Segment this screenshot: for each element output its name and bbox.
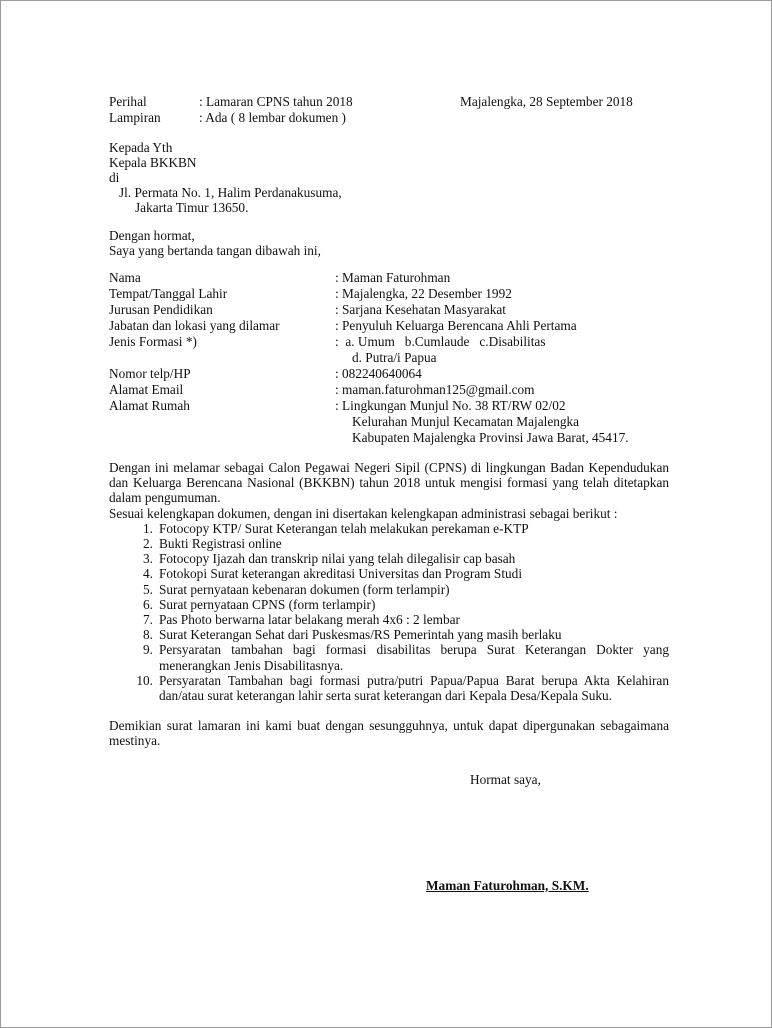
field-value: : Sarjana Kesehatan Masyarakat (335, 302, 506, 317)
list-text: Fotokopi Surat keterangan akreditasi Universitas dan Program Studi (159, 566, 523, 582)
list-number: 1. (143, 520, 153, 536)
field-continuation: Kabupaten Majalengka Provinsi Jawa Barat, 45417. (352, 430, 629, 445)
perihal-value: : Lamaran CPNS tahun 2018 (199, 94, 353, 109)
list-number: 2. (143, 536, 153, 552)
field-label: Alamat Email (109, 382, 184, 397)
field-continuation: Kelurahan Munjul Kecamatan Majalengka (352, 414, 580, 429)
list-item (109, 673, 669, 703)
applicant-fields (109, 270, 669, 446)
list-item (109, 536, 669, 551)
closing-salutation: Hormat saya, (470, 771, 541, 787)
signature-name: Maman Faturohman, S.KM. (426, 877, 589, 893)
list-number: 6. (143, 596, 153, 612)
list-item (109, 597, 669, 612)
list-text: Pas Photo berwarna latar belakang merah 4x6 : 2 lembar (159, 612, 460, 628)
list-number: 7. (143, 612, 153, 628)
field-row (109, 398, 669, 414)
list-text: Fotocopy KTP/ Surat Keterangan telah melakukan perekaman e-KTP (159, 520, 529, 536)
field-value: : maman.faturohman125@gmail.com (335, 382, 535, 397)
document-list (109, 521, 669, 703)
list-item (109, 612, 669, 627)
list-number: 4. (143, 566, 153, 582)
field-value: : Penyuluh Keluarga Berencana Ahli Pertama (335, 318, 577, 333)
list-item (109, 566, 669, 581)
body-paragraph: Sesuai kelengkapan dokumen, dengan ini disertakan kelengkapan administrasi sebagai berikut : (109, 505, 618, 521)
field-label: Jenis Formasi *) (109, 334, 197, 349)
field-value: : Maman Faturohman (335, 270, 451, 285)
recipient-line: di (109, 170, 120, 185)
lampiran-label: Lampiran (109, 110, 161, 125)
perihal-row (109, 94, 669, 110)
list-item (109, 551, 669, 566)
list-text: Surat Keterangan Sehat dari Puskesmas/RS Pemerintah yang masih berlaku (159, 627, 562, 643)
recipient-address: Jakarta Timur 13650. (135, 200, 249, 215)
greeting: Saya yang bertanda tangan dibawah ini, (109, 243, 321, 258)
field-row (109, 318, 669, 334)
field-value: : Lingkungan Munjul No. 38 RT/RW 02/02 (335, 398, 566, 413)
field-value: : 082240640064 (335, 366, 422, 381)
field-value: : Majalengka, 22 Desember 1992 (335, 286, 512, 301)
field-row (109, 302, 669, 318)
perihal-label: Perihal (109, 94, 147, 109)
list-text: Surat pernyataan CPNS (form terlampir) (159, 596, 376, 612)
field-label: Jabatan dan lokasi yang dilamar (109, 318, 280, 333)
field-label: Alamat Rumah (109, 398, 190, 413)
field-row (109, 286, 669, 302)
list-text: Persyaratan Tambahan bagi formasi putra/putri Papua/Papua Barat berupa Akta Kelahiran dan/atau surat keterangan lahir serta surat keterangan dari Kepala Desa/Kepala Suku. (159, 672, 669, 704)
lampiran-row (109, 110, 669, 126)
list-number: 3. (143, 551, 153, 567)
field-row (109, 366, 669, 382)
list-item (109, 582, 669, 597)
recipient-address: Jl. Permata No. 1, Halim Perdanakusuma, (119, 185, 342, 200)
list-number: 5. (143, 581, 153, 597)
letter-date: Majalengka, 28 September 2018 (460, 94, 633, 109)
body-paragraph: Dengan ini melamar sebagai Calon Pegawai Negeri Sipil (CPNS) di lingkungan Badan Kependudukan dan Keluarga Berencana Nasional (BKKBN) tahun 2018 untuk mengisi formasi yang telah ditetapkan dalam pengumuman. (109, 460, 669, 506)
field-row (109, 334, 669, 350)
closing-paragraph: Demikian surat lamaran ini kami buat dengan sesungguhnya, untuk dapat dipergunakan sebagaimana mestinya. (109, 718, 669, 749)
list-item (109, 642, 669, 672)
field-label: Nama (109, 270, 141, 285)
greeting: Dengan hormat, (109, 228, 195, 243)
list-number: 8. (143, 627, 153, 643)
field-label: Nomor telp/HP (109, 366, 191, 381)
letter-page (109, 94, 669, 894)
list-text: Bukti Registrasi online (159, 536, 282, 552)
field-row (109, 382, 669, 398)
list-text: Surat pernyataan kebenaran dokumen (form terlampir) (159, 581, 450, 597)
list-text: Persyaratan tambahan bagi formasi disabilitas berupa Surat Keterangan Dokter yang menerangkan Jenis Disabilitasnya. (159, 642, 669, 673)
field-label: Tempat/Tanggal Lahir (109, 286, 228, 301)
field-continuation: d. Putra/i Papua (352, 350, 437, 365)
list-text: Fotocopy Ijazah dan transkrip nilai yang telah dilegalisir cap basah (159, 551, 516, 567)
field-row (109, 270, 669, 286)
list-item (109, 627, 669, 642)
list-item (109, 521, 669, 536)
recipient-line: Kepala BKKBN (109, 155, 197, 170)
list-number: 9. (143, 642, 153, 658)
field-label: Jurusan Pendidikan (109, 302, 213, 317)
recipient-line: Kepada Yth (109, 140, 173, 155)
lampiran-value: : Ada ( 8 lembar dokumen ) (199, 110, 346, 125)
field-value: : a. Umum b.Cumlaude c.Disabilitas (335, 334, 546, 349)
list-number: 10. (136, 672, 153, 688)
